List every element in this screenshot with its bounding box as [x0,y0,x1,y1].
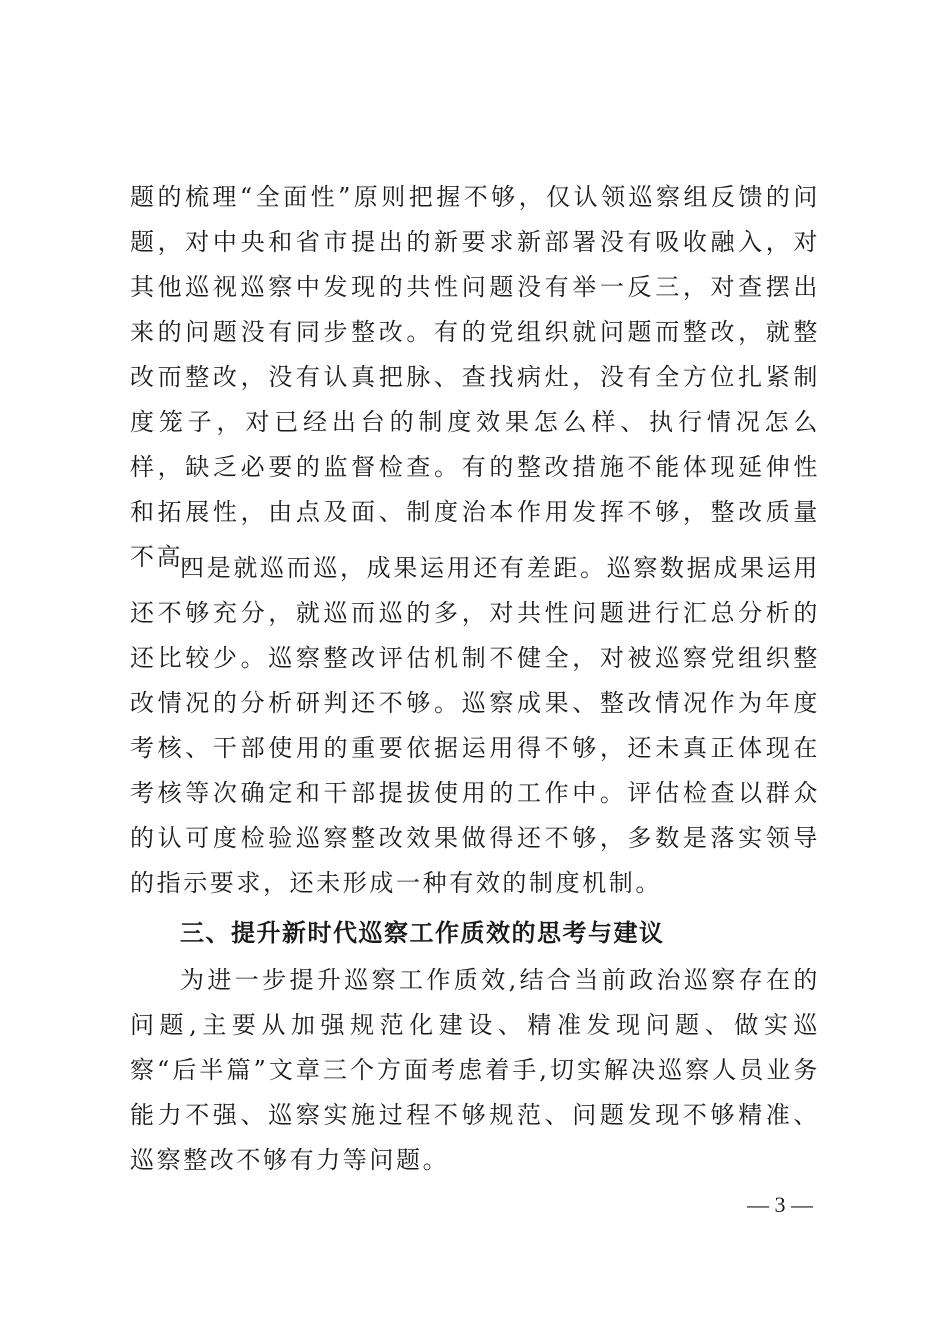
section-heading: 三、提升新时代巡察工作质效的思考与建议 [180,919,665,947]
body-paragraph-3: 为进一步提升巡察工作质效,结合当前政治巡察存在的问题,主要从加强规范化建设、精准发现问题、做实巡察“后半篇”文章三个方面考虑着手,切实解决巡察人员业务能力不强、巡察实施过程不够规范、问题发现不够精准、巡察整改不够有力等问题。 [130,966,820,1174]
page-number: — 3 — [747,1192,813,1217]
body-paragraph-1: 题的梳理“全面性”原则把握不够，仅认领巡察组反馈的问题，对中央和省市提出的新要求新部署没有吸收融入，对其他巡视巡察中发现的共性问题没有举一反三，对查摆出来的问题没有同步整改。有的党组织就问题而整改，就整改而整改，没有认真把脉、查找病灶，没有全方位扎紧制度笼子，对已经出台的制度效果怎么样、执行情况怎么样，缺乏必要的监督检查。有的整改措施不能体现延伸性和拓展性，由点及面、制度治本作用发挥不够，整改质量不高。 [130,183,820,571]
body-paragraph-2: 四是就巡而巡，成果运用还有差距。巡察数据成果运用还不够充分，就巡而巡的多，对共性问题进行汇总分析的还比较少。巡察整改评估机制不健全，对被巡察党组织整改情况的分析研判还不够。巡察成果、整改情况作为年度考核、干部使用的重要依据运用得不够，还未真正体现在考核等次确定和干部提拔使用的工作中。评估检查以群众的认可度检验巡察整改效果做得还不够，多数是落实领导的指示要求，还未形成一种有效的制度机制。 [130,554,820,897]
